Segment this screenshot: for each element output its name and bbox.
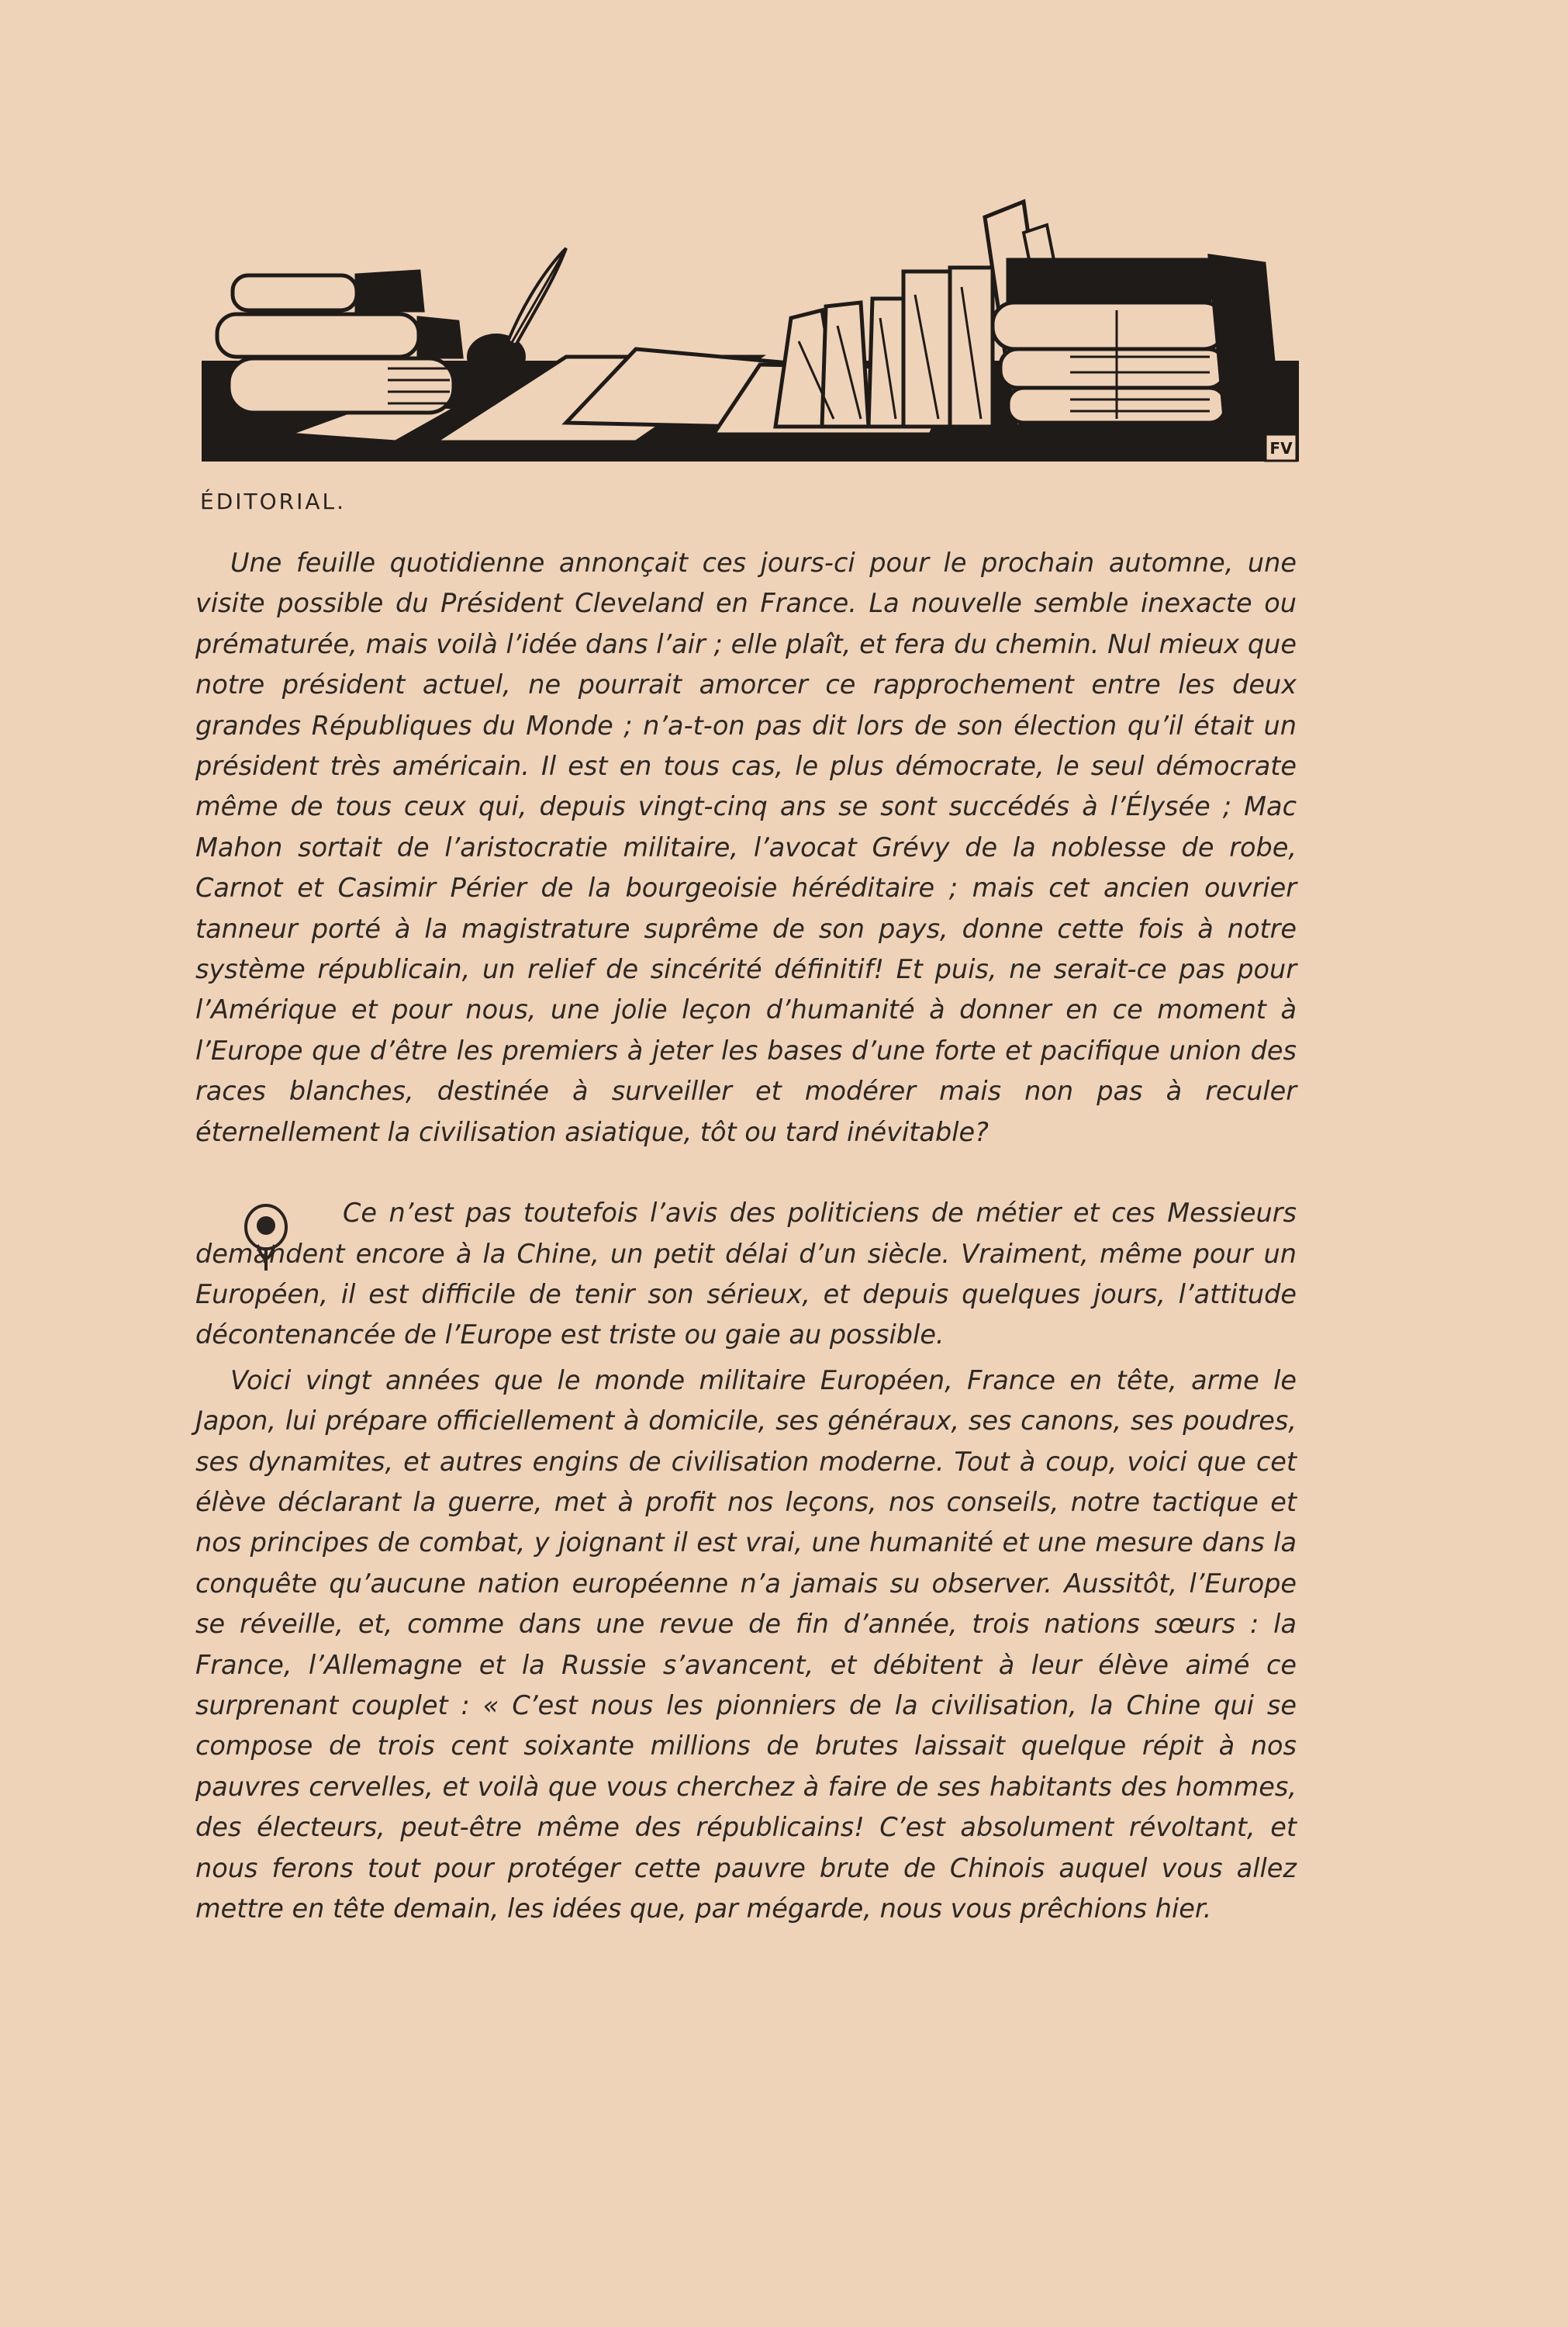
editorial-body <box>195 543 1297 1929</box>
vignette-monogram: FV <box>1269 439 1293 458</box>
paragraph-2: Ce n’est pas toutefois l’avis des politiciens de métier et ces Messieurs demandent encore à la Chine, un petit délai d’un siècle. Vraiment, même pour un Européen, il est difficile de tenir son sérieux, et depuis quelques jours, l’attitude décontenancée de l’Europe est triste ou gaie au possible. <box>195 1198 1297 1350</box>
paragraph-3: Voici vingt années que le monde militaire Européen, France en tête, arme le Japon, lui prépare officiellement à domicile, ses généraux, ses canons, ses poudres, ses dynamites, et autres engins de civilisation moderne. Tout à coup, voici que cet élève déclarant la guerre, met à profit nos leçons, nos conseils, notre tactique et nos principes de combat, y joignant il est vrai, une humanité et une mesure dans la conquête qu’aucune nation européenne n’a jamais su observer. Aussitôt, l’Europe se réveille, et, comme dans une revue de fin d’année, trois nations sœurs : la France, l’Allemagne et la Russie s’avancent, et débitent à leur élève aimé ce surprenant couplet : « C’est nous les pionniers de la civilisation, la Chine qui se compose de trois cent soixante millions de brutes laissait quelque répit à nos pauvres cervelles, et voilà que vous cherchez à faire de ses habitants des hommes, des électeurs, peut-être même des républicains! C’est absolument révoltant, et nous ferons tout pour protéger cette pauvre brute de Chinois auquel vous allez mettre en tête demain, les idées que, par mégarde, nous vous prêchions hier. <box>195 1364 1297 1924</box>
paragraph-1: Une feuille quotidienne annonçait ces jours-ci pour le prochain automne, une visite possible du Président Cleveland en France. La nouvelle semble inexacte ou prématurée, mais voilà l’idée dans l’air ; elle plaît, et fera du chemin. Nul mieux que notre président actuel, ne pourrait amorcer ce rapprochement entre les deux grandes Républiques du Monde ; n’a-t-on pas dit lors de son élection qu’il était un président très américain. Il est en tous cas, le plus démocrate, le seul démocrate même de tous ceux qui, depuis vingt-cinq ans se sont succédés à l’Élysée ; Mac Mahon sortait de l’aristocratie militaire, l’avocat Grévy de la noblesse de robe, Carnot et Casimir Périer de la bourgeoisie héréditaire ; mais cet ancien ouvrier tanneur porté à la magistrature suprême de son pays, donne cette fois à notre système républicain, un relief de sincérité définitif! Et puis, ne serait-ce pas pour l’Amérique et pour nous, une jolie leçon d’humanité à donner en ce moment à l’Europe que d’être les premiers à jeter les bases d’une forte et pacifique union des races blanches, destinée à surveiller et modérer mais non pas à reculer éternellement la civilisation asiatique, tôt ou tard inévitable? <box>195 548 1297 1147</box>
section-label: ÉDITORIAL. <box>200 489 347 514</box>
books-inkwell-vignette <box>202 186 1299 465</box>
